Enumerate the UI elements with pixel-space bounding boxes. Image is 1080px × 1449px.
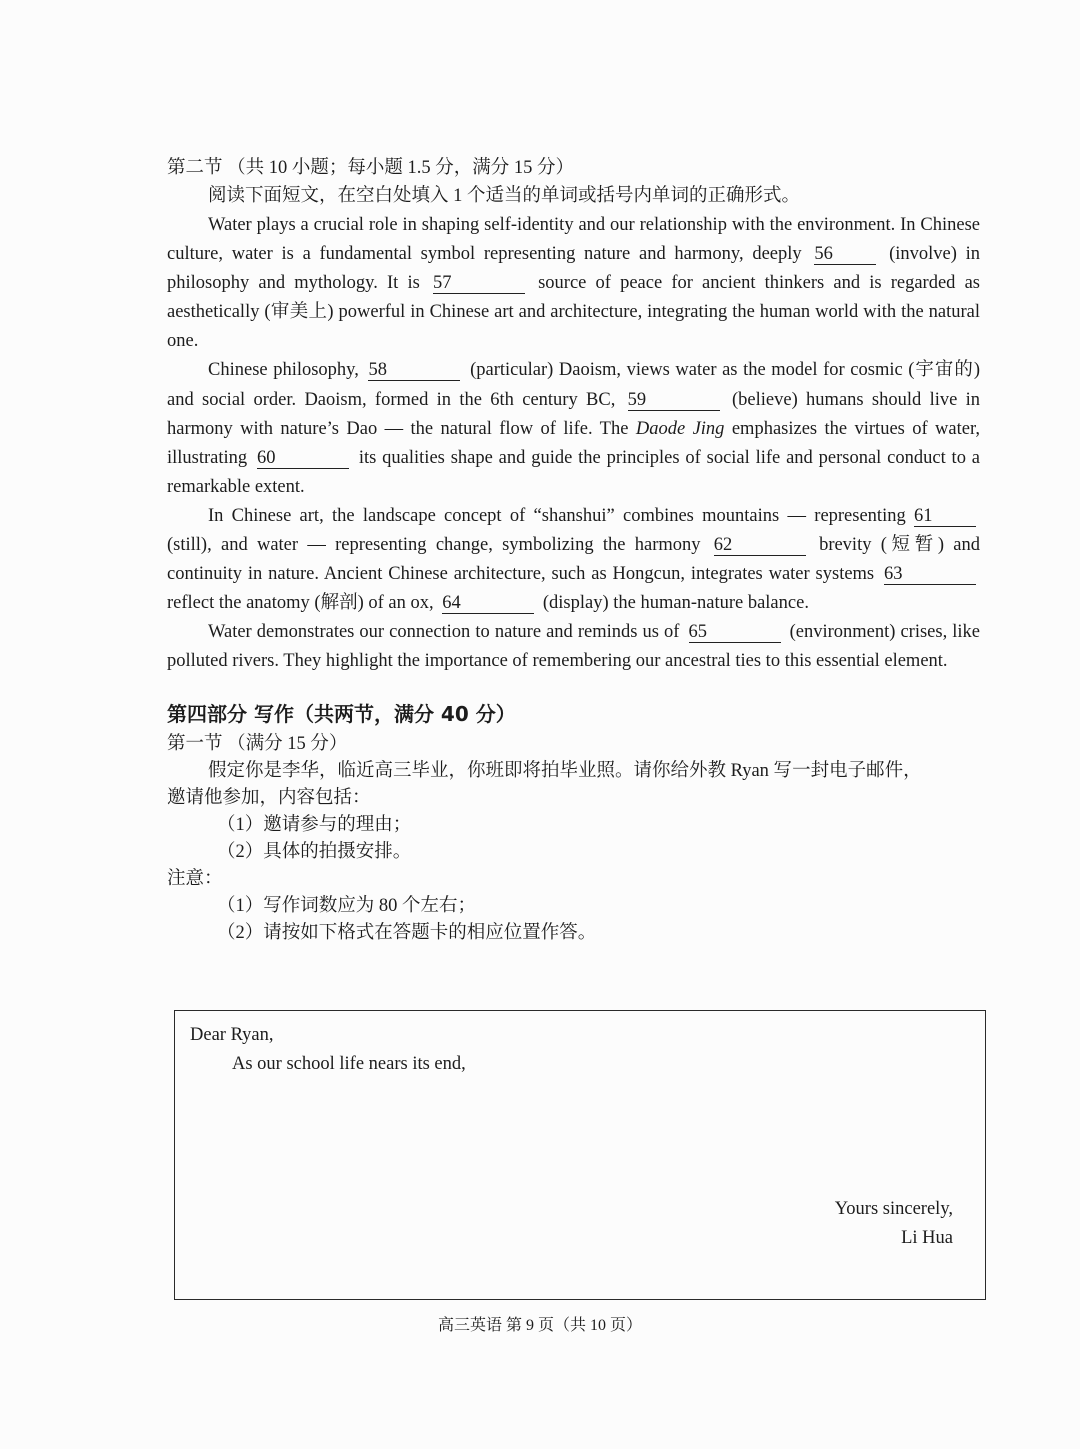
p3-text-e: (display) the human-nature balance. bbox=[542, 593, 809, 614]
p4-text-a: Water demonstrates our connection to nature and reminds us of bbox=[208, 622, 680, 643]
writing-note-2: （2）请按如下格式在答题卡的相应位置作答。 bbox=[217, 922, 597, 943]
writing-item-2: （2）具体的拍摄安排。 bbox=[217, 841, 412, 862]
p2-text-b: (particular) Daoism, views water as the model for cosmic (宇宙的) and social order. Daoism, formed in the 6th century BC, bbox=[167, 360, 981, 410]
section2-heading: 第二节 （共 10 小题；每小题 1.5 分，满分 15 分） bbox=[167, 158, 575, 178]
letter-greeting: Dear Ryan, bbox=[190, 1025, 274, 1045]
letter-answer-box[interactable] bbox=[174, 1010, 986, 1300]
p3-text-c: brevity (短暂) and continuity in nature. Ancient Chinese architecture, such as Hongcun, integrates water systems bbox=[167, 535, 981, 585]
part4-section1: 第一节 （满分 15 分） bbox=[167, 733, 348, 754]
writing-note-label: 注意： bbox=[167, 868, 223, 889]
writing-prompt-line1: 假定你是李华，临近高三毕业，你班即将拍毕业照。请你给外教 Ryan 写一封电子邮件， bbox=[208, 760, 922, 781]
blank-58[interactable]: 58 bbox=[368, 361, 460, 381]
letter-opening: As our school life nears its end, bbox=[232, 1054, 466, 1074]
p2-text-c: (believe) humans should live in harmony with nature’s Dao — the natural flow of life. The bbox=[167, 389, 981, 439]
p4-text-b: (environment) crises, like polluted rivers. They highlight the importance of remembering our ancestral ties to this essential element. bbox=[167, 622, 981, 672]
p1-text-b: (involve) in philosophy and mythology. It is bbox=[167, 244, 981, 294]
section2-instruction: 阅读下面短文，在空白处填入 1 个适当的单词或括号内单词的正确形式。 bbox=[208, 186, 801, 206]
letter-closing: Yours sincerely, bbox=[834, 1199, 953, 1219]
passage-paragraph-1 bbox=[167, 211, 980, 356]
writing-item-1: （1）邀请参与的理由； bbox=[217, 814, 412, 835]
part4-heading: 第四部分 写作（共两节，满分 40 分） bbox=[167, 701, 516, 726]
passage-paragraph-3 bbox=[167, 502, 980, 618]
letter-signature: Li Hua bbox=[901, 1228, 953, 1248]
blank-65[interactable]: 65 bbox=[689, 623, 781, 643]
page-footer: 高三英语 第 9 页（共 10 页） bbox=[437, 1317, 642, 1334]
blank-57[interactable]: 57 bbox=[433, 274, 525, 294]
letter-closing-block bbox=[835, 1195, 953, 1253]
p2-text-e: its qualities shape and guide the principles of social life and personal conduct to a remarkable extent. bbox=[167, 447, 980, 497]
writing-note-1: （1）写作词数应为 80 个左右； bbox=[217, 895, 477, 916]
passage-paragraph-2 bbox=[167, 356, 980, 501]
blank-64[interactable]: 64 bbox=[442, 594, 534, 614]
p3-text-d: reflect the anatomy (解剖) of an ox, bbox=[167, 593, 434, 614]
blank-59[interactable]: 59 bbox=[628, 391, 720, 411]
blank-60[interactable]: 60 bbox=[257, 449, 349, 469]
p2-book-title: Daode Jing bbox=[635, 418, 725, 439]
p2-text-d: emphasizes the virtues of water, illustrating bbox=[167, 418, 981, 468]
p3-text-a: In Chinese art, the landscape concept of “shanshui” combines mountains — representing bbox=[208, 505, 906, 526]
blank-63[interactable]: 63 bbox=[884, 565, 976, 585]
p3-text-b: (still), and water — representing change, symbolizing the harmony bbox=[167, 535, 701, 556]
blank-56[interactable]: 56 bbox=[814, 245, 876, 265]
page-content bbox=[167, 154, 980, 947]
p1-text-c: source of peace for ancient thinkers and is regarded as aesthetically (审美上) powerful in Chinese art and architecture, integrating the human world with the natural one. bbox=[167, 273, 980, 352]
blank-62[interactable]: 62 bbox=[714, 536, 806, 556]
passage-paragraph-4 bbox=[167, 618, 980, 676]
p2-text-a: Chinese philosophy, bbox=[208, 360, 359, 381]
blank-61[interactable]: 61 bbox=[914, 507, 976, 527]
p1-text-a: Water plays a crucial role in shaping self-identity and our relationship with the environment. In Chinese culture, water is a fundamental symbol representing nature and harmony, deeply bbox=[167, 215, 980, 265]
writing-prompt-line2: 邀请他参加，内容包括： bbox=[167, 787, 371, 808]
